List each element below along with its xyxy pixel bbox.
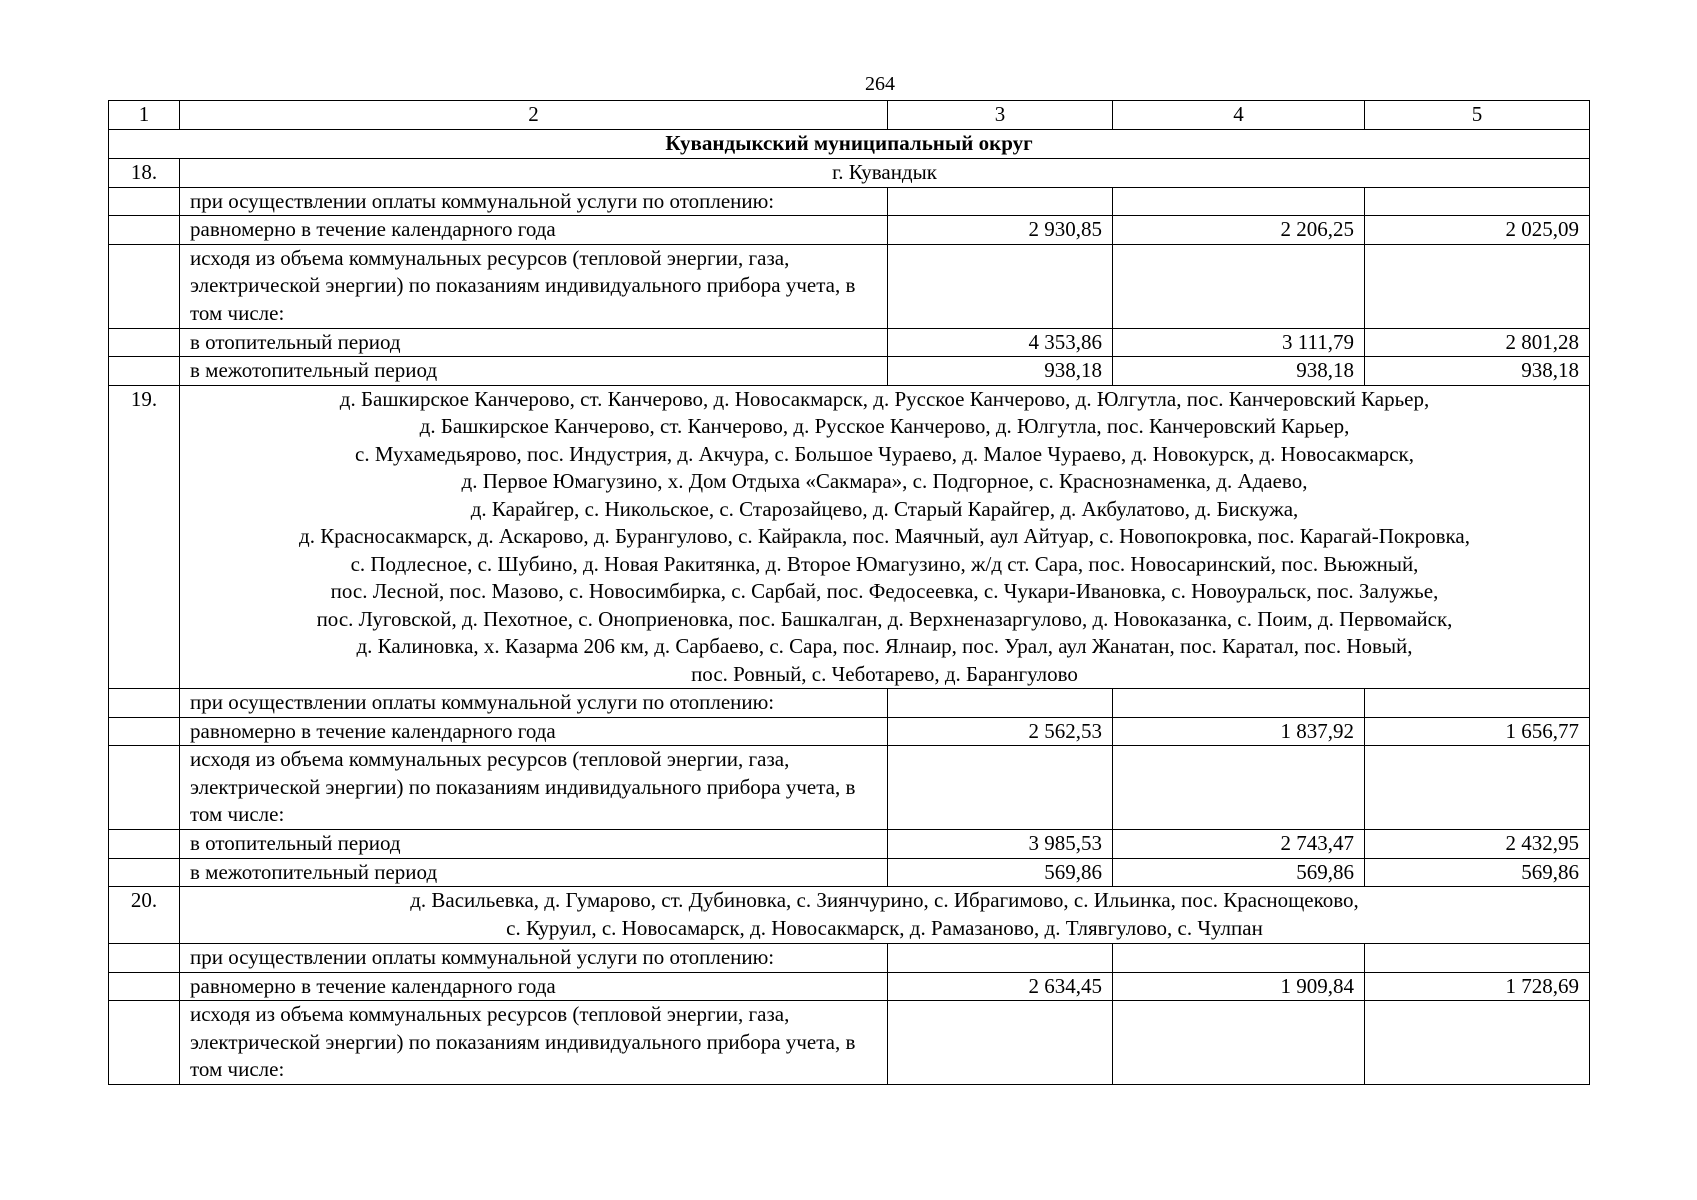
table-row	[109, 328, 1590, 357]
locality-line: д. Башкирское Канчерово, ст. Канчерово, д. Русское Канчерово, д. Юлгутла, пос. Канчеровский Карьер,	[419, 414, 1350, 438]
value-col-5: 938,18	[1365, 357, 1590, 386]
empty-cell	[109, 689, 180, 718]
empty-cell	[109, 972, 180, 1001]
value-col-3: 2 930,85	[888, 216, 1113, 245]
empty-cell	[1113, 187, 1365, 216]
empty-cell	[1365, 187, 1590, 216]
row-label-meter: исходя из объема коммунальных ресурсов (тепловой энергии, газа, электрической энергии) по показаниям индивидуального прибора учета, в том числе:	[180, 746, 888, 830]
value-col-4: 2 743,47	[1113, 830, 1365, 859]
table-row	[109, 717, 1590, 746]
value-col-5: 569,86	[1365, 858, 1590, 887]
header-col-3: 3	[888, 101, 1113, 130]
locality-line: д. Васильевка, д. Гумарово, ст. Дубиновка, с. Зиянчурино, с. Ибрагимово, с. Ильинка, пос. Краснощеково,	[410, 888, 1359, 912]
empty-cell	[109, 187, 180, 216]
locality-cell	[180, 887, 1590, 944]
locality-line: д. Башкирское Канчерово, ст. Канчерово, д. Новосакмарск, д. Русское Канчерово, д. Юлгутла, пос. Канчеровский Карьер,	[339, 386, 1430, 411]
value-col-5: 2 801,28	[1365, 328, 1590, 357]
row-label-interheating: в межотопительный период	[180, 858, 888, 887]
row-label-meter: исходя из объема коммунальных ресурсов (тепловой энергии, газа, электрической энергии) по показаниям индивидуального прибора учета, в том числе:	[180, 244, 888, 328]
empty-cell	[1113, 689, 1365, 718]
row-label-meter: исходя из объема коммунальных ресурсов (тепловой энергии, газа, электрической энергии) по показаниям индивидуального прибора учета, в том числе:	[180, 1001, 888, 1085]
row-label-uniform: равномерно в течение календарного года	[180, 972, 888, 1001]
row-label-heating: в отопительный период	[180, 830, 888, 859]
locality-line: с. Куруил, с. Новосамарск, д. Новосакмарск, д. Рамазаново, д. Тлявгулово, с. Чулпан	[506, 915, 1263, 940]
value-col-4: 1 837,92	[1113, 717, 1365, 746]
table-row	[109, 689, 1590, 718]
locality-line: пос. Ровный, с. Чеботарево, д. Барангулово	[691, 661, 1078, 686]
locality-line: пос. Луговской, д. Пехотное, с. Оноприеновка, пос. Башкалган, д. Верхненазаргулово, д. Новоказанка, с. Поим, д. Первомайск,	[316, 606, 1453, 631]
table-row	[109, 944, 1590, 973]
page-number: 264	[865, 73, 895, 95]
locality-cell	[180, 159, 1590, 188]
tariff-table	[108, 100, 1590, 1085]
locality-line: с. Мухамедьярово, пос. Индустрия, д. Акчура, с. Большое Чураево, д. Малое Чураево, д. Новокурск, д. Новосакмарск,	[355, 441, 1414, 466]
value-col-4: 2 206,25	[1113, 216, 1365, 245]
row-label-uniform: равномерно в течение календарного года	[180, 216, 888, 245]
value-col-3: 2 562,53	[888, 717, 1113, 746]
value-col-5: 2 025,09	[1365, 216, 1590, 245]
empty-cell	[109, 328, 180, 357]
locality-line: с. Подлесное, с. Шубино, д. Новая Ракитянка, д. Второе Юмагузино, ж/д ст. Сара, пос. Новосаринский, пос. Вьюжный,	[350, 551, 1419, 576]
row-label-interheating: в межотопительный период	[180, 357, 888, 386]
table-row	[109, 244, 1590, 328]
value-col-4: 938,18	[1113, 357, 1365, 386]
empty-cell	[109, 717, 180, 746]
empty-cell	[888, 187, 1113, 216]
empty-cell	[109, 1001, 180, 1085]
value-col-4: 569,86	[1113, 858, 1365, 887]
table-row	[109, 187, 1590, 216]
empty-cell	[1113, 1001, 1365, 1085]
entry-number: 18.	[109, 159, 180, 188]
empty-cell	[109, 746, 180, 830]
empty-cell	[888, 244, 1113, 328]
empty-cell	[888, 944, 1113, 973]
row-label-intro: при осуществлении оплаты коммунальной услуги по отоплению:	[180, 944, 888, 973]
value-col-3: 569,86	[888, 858, 1113, 887]
table-row	[109, 357, 1590, 386]
empty-cell	[109, 216, 180, 245]
empty-cell	[109, 944, 180, 973]
table-row	[109, 216, 1590, 245]
empty-cell	[1365, 746, 1590, 830]
empty-cell	[1365, 944, 1590, 973]
locality-line: д. Красносакмарск, д. Аскарово, д. Бурангулово, с. Кайракла, пос. Маячный, аул Айтуар, с. Новопокровка, пос. Карагай-Покровка,	[299, 524, 1470, 548]
empty-cell	[888, 746, 1113, 830]
locality-line: д. Первое Юмагузино, х. Дом Отдыха «Сакмара», с. Подгорное, с. Краснознаменка, д. Адаево,	[461, 469, 1308, 493]
value-col-3: 4 353,86	[888, 328, 1113, 357]
value-col-3: 3 985,53	[888, 830, 1113, 859]
header-col-1: 1	[109, 101, 180, 130]
empty-cell	[109, 357, 180, 386]
table-row	[109, 972, 1590, 1001]
value-col-5: 1 728,69	[1365, 972, 1590, 1001]
empty-cell	[109, 858, 180, 887]
empty-cell	[1365, 689, 1590, 718]
section-row	[109, 130, 1590, 159]
table-row	[109, 858, 1590, 887]
value-col-5: 2 432,95	[1365, 830, 1590, 859]
empty-cell	[109, 244, 180, 328]
header-row	[109, 101, 1590, 130]
header-col-2: 2	[180, 101, 888, 130]
locality-line: д. Карайгер, с. Никольское, с. Старозайцево, д. Старый Карайгер, д. Акбулатово, д. Бискужа,	[470, 496, 1299, 521]
row-label-intro: при осуществлении оплаты коммунальной услуги по отоплению:	[180, 689, 888, 718]
table-row	[109, 1001, 1590, 1085]
empty-cell	[888, 1001, 1113, 1085]
row-label-intro: при осуществлении оплаты коммунальной услуги по отоплению:	[180, 187, 888, 216]
row-label-uniform: равномерно в течение календарного года	[180, 717, 888, 746]
locality-line: г. Кувандык	[832, 160, 937, 184]
value-col-4: 1 909,84	[1113, 972, 1365, 1001]
header-col-5: 5	[1365, 101, 1590, 130]
row-label-heating: в отопительный период	[180, 328, 888, 357]
section-title: Кувандыкский муниципальный округ	[109, 130, 1590, 159]
table-row	[109, 830, 1590, 859]
locality-line: пос. Лесной, пос. Мазово, с. Новосимбирка, с. Сарбай, пос. Федосеевка, с. Чукари-Ивановка, с. Новоуральск, пос. Залужье,	[330, 579, 1439, 603]
entry-row	[109, 385, 1590, 689]
entry-number: 20.	[109, 887, 180, 944]
empty-cell	[1365, 1001, 1590, 1085]
table-row	[109, 746, 1590, 830]
value-col-4: 3 111,79	[1113, 328, 1365, 357]
locality-line: д. Калиновка, х. Казарма 206 км, д. Сарбаево, с. Сара, пос. Ялнаир, пос. Урал, аул Жанатан, пос. Каратал, пос. Новый,	[356, 634, 1413, 658]
empty-cell	[1113, 944, 1365, 973]
locality-cell	[180, 385, 1590, 689]
value-col-5: 1 656,77	[1365, 717, 1590, 746]
entry-number: 19.	[109, 385, 180, 689]
header-col-4: 4	[1113, 101, 1365, 130]
empty-cell	[109, 830, 180, 859]
entry-row	[109, 887, 1590, 944]
value-col-3: 938,18	[888, 357, 1113, 386]
empty-cell	[1113, 244, 1365, 328]
empty-cell	[888, 689, 1113, 718]
value-col-3: 2 634,45	[888, 972, 1113, 1001]
empty-cell	[1113, 746, 1365, 830]
entry-row	[109, 159, 1590, 188]
empty-cell	[1365, 244, 1590, 328]
